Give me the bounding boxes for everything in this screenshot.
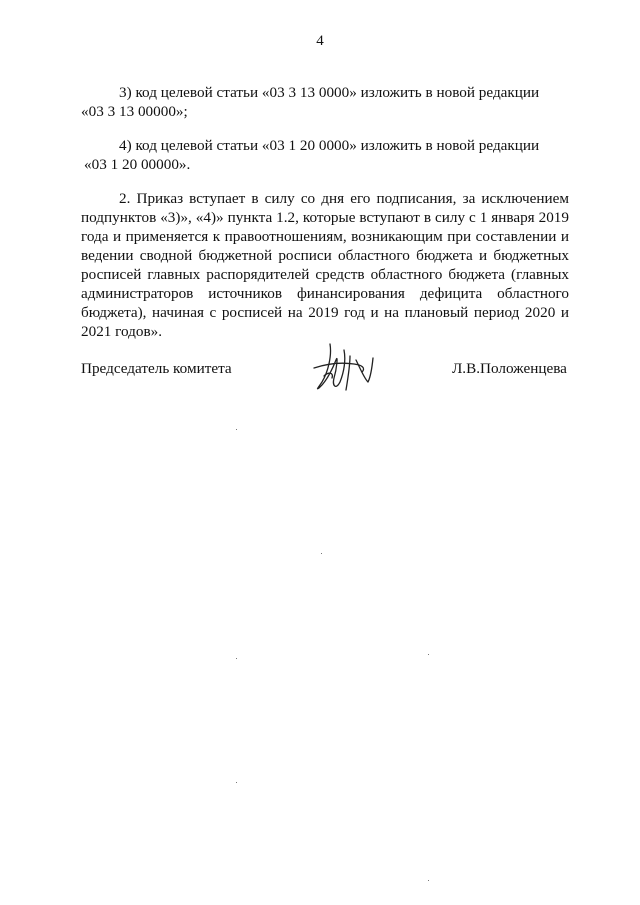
- clause-2-line: подпунктов «3)», «4)» пункта 1.2, которые вступают в силу с 1 января 2019: [81, 209, 569, 226]
- clause-2-line: администраторов источников финансирования дефицита областного: [81, 285, 569, 302]
- clause-2-line: года и применяется к правоотношениям, возникающим при составлении и: [81, 228, 569, 245]
- scan-speck: [236, 429, 237, 430]
- scan-speck: [236, 658, 237, 659]
- scan-speck: [236, 782, 237, 783]
- page-number: 4: [316, 33, 324, 49]
- clause-2-line: ведении сводной бюджетной росписи областного бюджета и бюджетных: [81, 247, 569, 264]
- clause-2-line: бюджета), начиная с росписей на 2019 год и на плановый период 2020 и: [81, 304, 569, 321]
- scan-speck: [428, 880, 429, 881]
- signatory-name: Л.В.Положенцева: [452, 360, 567, 377]
- handwritten-signature: [310, 338, 378, 396]
- scan-speck: [321, 553, 322, 554]
- item-4-line-2: «03 1 20 00000».: [84, 156, 191, 173]
- clause-2-line: 2021 годов».: [81, 323, 163, 340]
- scan-speck: [428, 654, 429, 655]
- clause-2-line: 2. Приказ вступает в силу со дня его подписания, за исключением: [119, 190, 569, 207]
- item-3-line-1: 3) код целевой статьи «03 3 13 0000» изложить в новой редакции: [119, 84, 540, 101]
- item-3-line-2: «03 3 13 00000»;: [81, 103, 188, 120]
- clause-2-line: росписей главных распорядителей средств областного бюджета (главных: [81, 266, 569, 283]
- item-4-line-1: 4) код целевой статьи «03 1 20 0000» изложить в новой редакции: [119, 137, 540, 154]
- signatory-title: Председатель комитета: [81, 360, 232, 377]
